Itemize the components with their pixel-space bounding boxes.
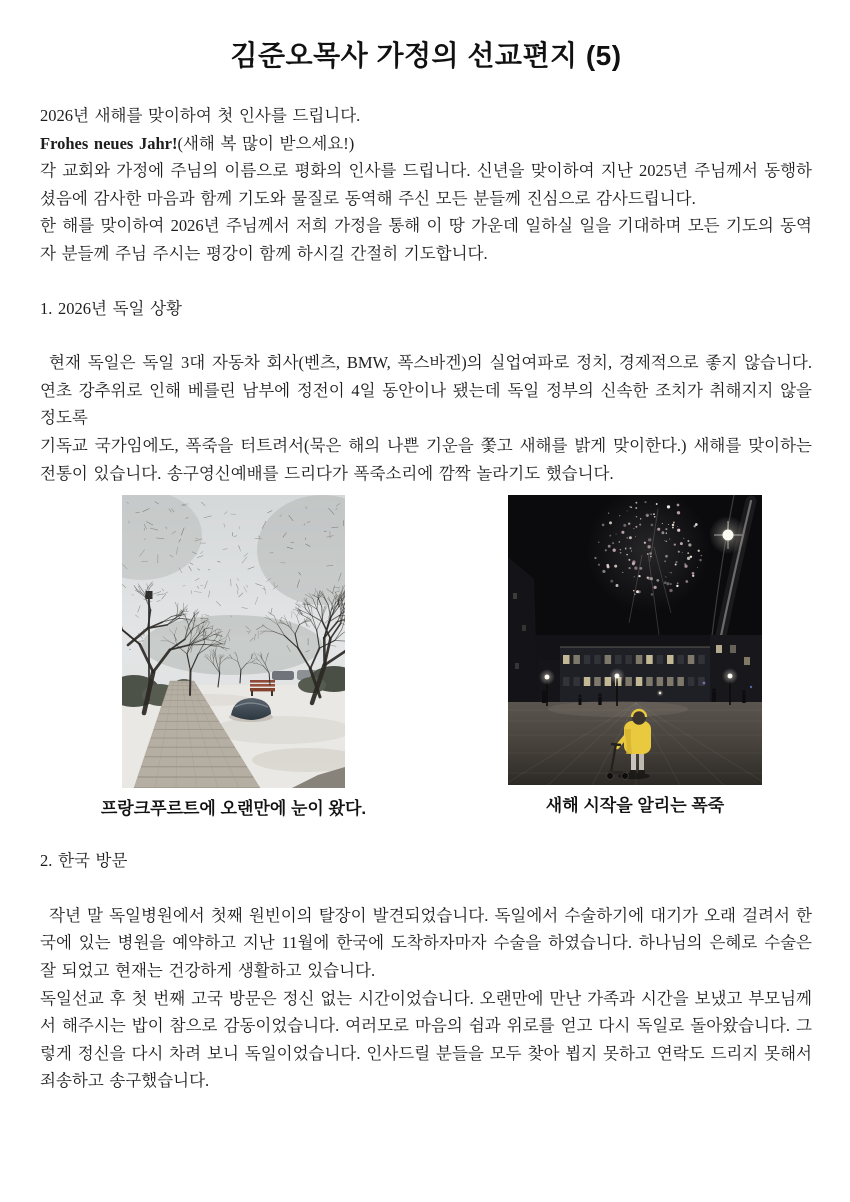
page-title: 김준오목사 가정의 선교편지 (5) xyxy=(230,40,622,71)
section-1-paragraph-2: 기독교 국가임에도, 폭죽을 터트려서(묵은 해의 나쁜 기운을 쫓고 새해를 밝게 맞이한다.) 새해를 맞이하는 전통이 있습니다. 송구영신예배를 드리다가 폭죽소리에 깜짝 놀라기도 했습니다. xyxy=(40,435,812,483)
section-2-paragraph-2: 독일선교 후 첫 번째 고국 방문은 정신 없는 시간이었습니다. 오랜만에 만난 가족과 시간을 보냈고 부모님께서 해주시는 밥이 참으로 감동이었습니다. 여러모로 마음의 쉼과 위로를 얻고 다시 독일로 돌아왔습니다. 그렇게 정신을 다시 차려 보니 독일이었습니다. 인사드릴 분들을 모두 찾아 뵙지 못하고 연락도 드리지 못해서 죄송하고 송구했습니다. xyxy=(40,988,812,1091)
snow-photo-figure xyxy=(100,495,367,819)
section-2-paragraph-1: 작년 말 독일병원에서 첫째 원빈이의 탈장이 발견되었습니다. 독일에서 수술하기에 대기가 오래 걸려서 한국에 있는 병원을 예약하고 지난 11월에 한국에 도착하자마자 수술을 하였습니다. 하나님의 은혜로 수술은 잘 되었고 현재는 건강하게 생활하고 있습니다. xyxy=(40,905,812,980)
fireworks-photo-caption: 새해 시작을 알리는 폭죽 xyxy=(545,796,725,816)
german-greeting: Frohes neues Jahr! xyxy=(40,133,178,153)
intro-block xyxy=(40,102,812,268)
intro-paragraph-1: 각 교회와 가정에 주님의 이름으로 평화의 인사를 드립니다. 신년을 맞이하여 지난 2025년 주님께서 동행하셨음에 감사한 마음과 함께 기도와 물질로 동역해 주신 모든 분들께 진심으로 감사드립니다. xyxy=(40,161,812,208)
photo-row xyxy=(40,495,812,817)
german-greeting-translation: (새해 복 많이 받으세요!) xyxy=(177,133,355,153)
intro-german-greeting-line xyxy=(40,130,812,158)
section-1-heading: 1. 2026년 독일 상황 xyxy=(40,298,182,318)
intro-greeting-line: 2026년 새해를 맞이하여 첫 인사를 드립니다. xyxy=(40,106,361,125)
fireworks-photo-figure xyxy=(508,495,762,816)
snow-park-photo xyxy=(122,495,345,788)
section-2-heading: 2. 한국 방문 xyxy=(40,851,128,871)
snow-photo-caption: 프랑크푸르트에 오랜만에 눈이 왔다. xyxy=(100,799,367,819)
fireworks-photo xyxy=(508,495,762,785)
section-2 xyxy=(40,847,812,1095)
section-1-paragraph-1: 현재 독일은 독일 3대 자동차 회사(벤츠, BMW, 폭스바겐)의 실업여파로 정치, 경제적으로 좋지 않습니다. 연초 강추위로 인해 베를린 남부에 정전이 4일 동안이나 됐는데 독일 정부의 신속한 조치가 취해지지 않을 정도록 xyxy=(40,353,812,428)
intro-paragraph-2: 한 해를 맞이하여 2026년 주님께서 저희 가정을 통해 이 땅 가운데 일하실 일을 기대하며 모든 기도의 동역자 분들께 주님 주시는 평강이 함께 하시길 간절히 기도합니다. xyxy=(40,216,812,263)
section-1 xyxy=(40,295,812,488)
street-lamp-flare xyxy=(709,516,747,554)
